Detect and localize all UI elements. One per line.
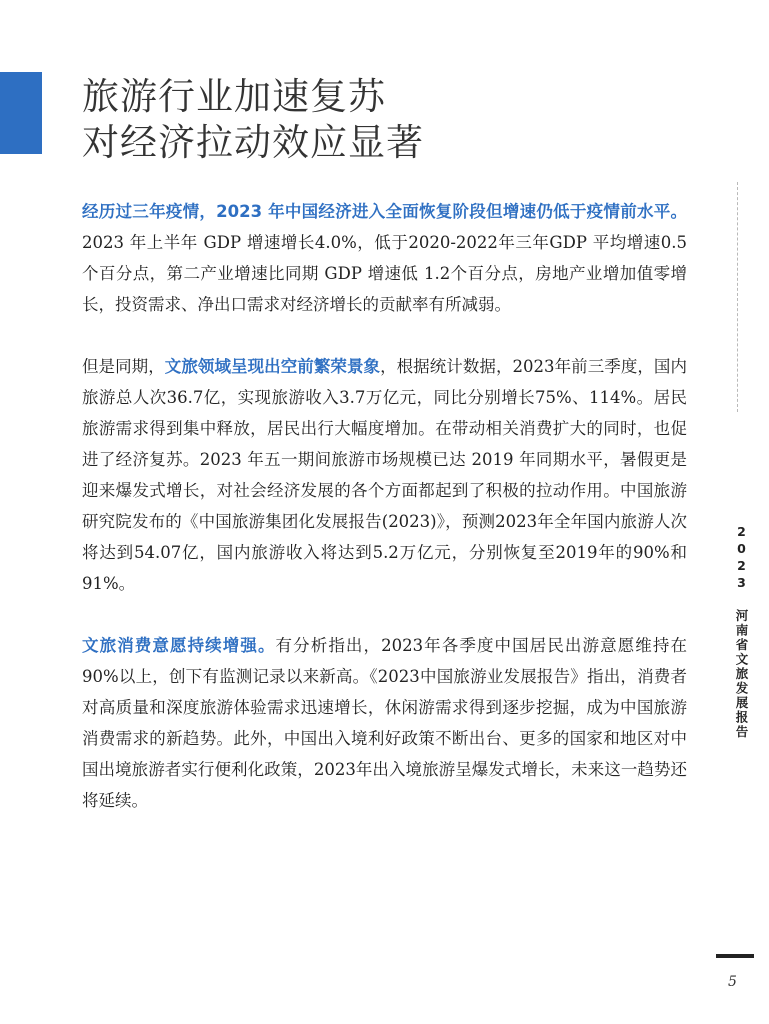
paragraph-highlight: 经历过三年疫情，2023 年中国经济进入全面恢复阶段但增速仍低于疫情前水平。 <box>82 202 687 221</box>
article-body <box>82 196 687 847</box>
title-accent-bar <box>0 72 42 154</box>
page-title <box>82 74 424 166</box>
page-number: 5 <box>728 974 737 990</box>
page-title-line-2: 对经济拉动效应显著 <box>82 121 424 164</box>
paragraph-text-before: 但是同期， <box>82 357 165 376</box>
paragraph-text: 2023 年上半年 GDP 增速增长4.0%，低于2020-2022年三年GDP 平均增速0.5个百分点，第二产业增速比同期 GDP 增速低 1.2个百分点，房地产业增加值零增长，投资需求、净出口需求对经济增长的贡献率有所减弱。 <box>82 233 687 314</box>
report-side-label: 2023 河南省文旅发展报告 <box>734 524 749 740</box>
paragraph-highlight: 文旅消费意愿持续增强。 <box>82 636 276 655</box>
paragraph-text-after: ，根据统计数据，2023年前三季度，国内旅游总人次36.7亿，实现旅游收入3.7万亿元，同比分别增长75%、114%。居民旅游需求得到集中释放，居民出行大幅度增加。在带动相关消费扩大的同时，也促进了经济复苏。2023 年五一期间旅游市场规模已达 2019 年同期水平，暑假更是迎来爆发式增长，对社会经济发展的各个方面都起到了积极的拉动作用。中国旅游研究院发布的《中国旅游集团化发展报告(2023)》，预测2023年全年国内旅游人次将达到54.07亿，国内旅游收入将达到5.2万亿元，分别恢复至2019年的90%和91%。 <box>82 357 687 593</box>
paragraph-economy <box>82 196 687 320</box>
page-number-rule <box>716 954 754 958</box>
paragraph-consumption-willingness <box>82 630 687 816</box>
sidebar-dashed-divider <box>737 182 738 412</box>
paragraph-highlight: 文旅领域呈现出空前繁荣景象 <box>164 357 381 376</box>
page-title-line-1: 旅游行业加速复苏 <box>82 75 386 118</box>
paragraph-text: 有分析指出，2023年各季度中国居民出游意愿维持在90%以上，创下有监测记录以来新高。《2023中国旅游业发展报告》指出，消费者对高质量和深度旅游体验需求迅速增长，休闲游需求得到逐步挖掘，成为中国旅游消费需求的新趋势。此外，中国出入境利好政策不断出台、更多的国家和地区对中国出境旅游者实行便利化政策，2023年出入境旅游呈爆发式增长，未来这一趋势还将延续。 <box>82 636 687 810</box>
paragraph-tourism-boom <box>82 351 687 599</box>
